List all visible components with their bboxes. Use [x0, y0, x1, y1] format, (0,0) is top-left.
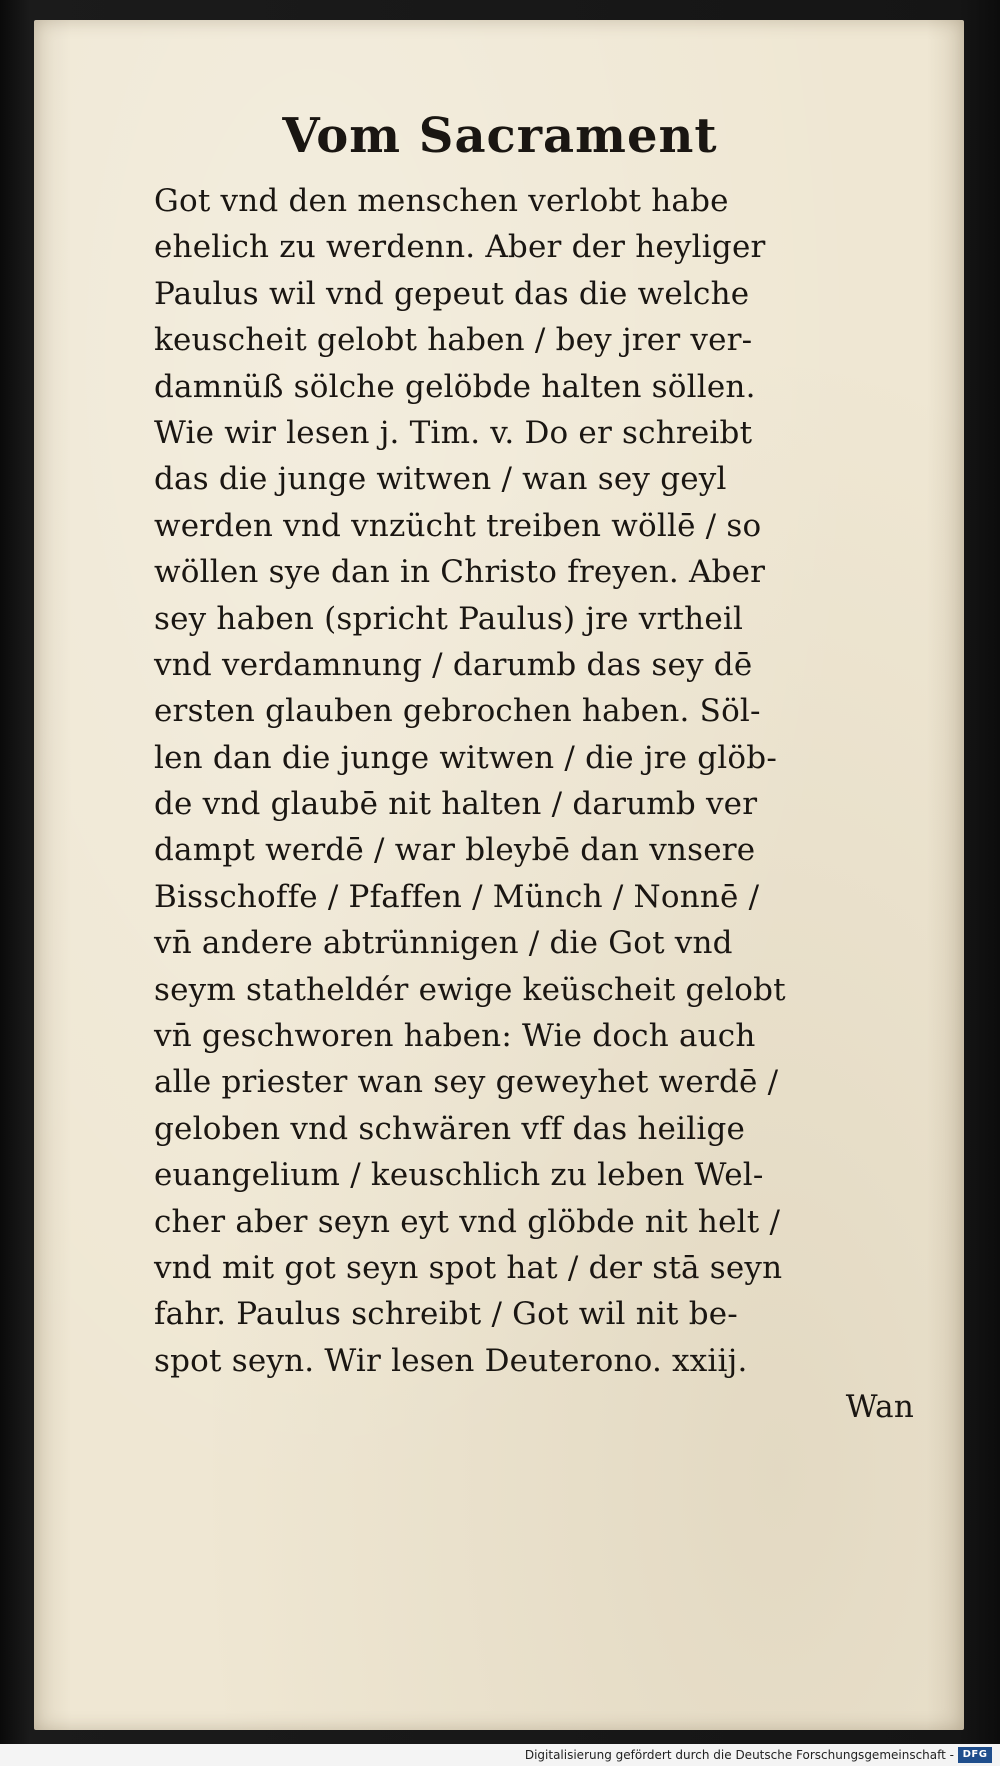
text-line: vnd mit got seyn spot hat / der stā seyn: [154, 1249, 783, 1286]
text-line: ersten glauben gebrochen haben. Söl-: [154, 693, 761, 730]
text-line: das die junge witwen / wan sey geyl: [154, 461, 727, 498]
text-line: euangelium / keuschlich zu leben Wel-: [154, 1157, 764, 1194]
dfg-logo-icon: DFG: [958, 1747, 992, 1763]
text-line: alle priester wan sey geweyhet werdē /: [154, 1064, 779, 1101]
text-line: Paulus wil vnd gepeut das die welche: [154, 275, 750, 312]
text-line: werden vnd vnzücht treiben wöllē / so: [154, 507, 762, 544]
text-line: wöllen sye dan in Christo freyen. Aber: [154, 554, 766, 591]
text-line: de vnd glaubē nit halten / darumb ver: [154, 786, 758, 823]
text-line: Wan: [845, 1389, 914, 1426]
text-line: geloben vnd schwären vff das heilige: [154, 1110, 746, 1147]
text-line: Bisschoffe / Pfaffen / Münch / Nonnē /: [154, 878, 760, 915]
text-line: seym statheldér ewige keüscheit gelobt: [154, 971, 786, 1008]
text-line: vn̄ andere abtrünnigen / die Got vnd: [154, 925, 733, 962]
text-line: damnüß sölche gelöbde halten söllen.: [154, 368, 756, 405]
text-line: cher aber seyn eyt vnd glöbde nit helt /: [154, 1203, 781, 1240]
text-line: Wie wir lesen j. Tim. v. Do er schreibt: [154, 414, 753, 451]
text-line: len dan die junge witwen / die jre glöb-: [154, 739, 778, 776]
digitization-credit: Digitalisierung gefördert durch die Deutsche Forschungsgemeinschaft -: [524, 1748, 954, 1762]
text-line: vnd verdamnung / darumb das sey dē: [154, 646, 753, 683]
text-line: fahr. Paulus schreibt / Got wil nit be-: [154, 1296, 738, 1333]
text-line: vn̄ geschworen haben: Wie doch auch: [154, 1018, 756, 1055]
text-line: sey haben (spricht Paulus) jre vrtheil: [154, 600, 744, 637]
text-line: ehelich zu werdenn. Aber der heyliger: [154, 229, 766, 266]
text-line: dampt werdē / war bleybē dan vnsere: [154, 832, 756, 869]
page-heading: Vom Sacrament: [282, 108, 718, 164]
text-line: spot seyn. Wir lesen Deuterono. xxiij.: [154, 1342, 748, 1379]
text-line: keuscheit gelobt haben / bey jrer ver-: [154, 322, 753, 359]
page-text: [154, 178, 914, 1431]
text-line: Got vnd den menschen verlobt habe: [154, 183, 729, 219]
